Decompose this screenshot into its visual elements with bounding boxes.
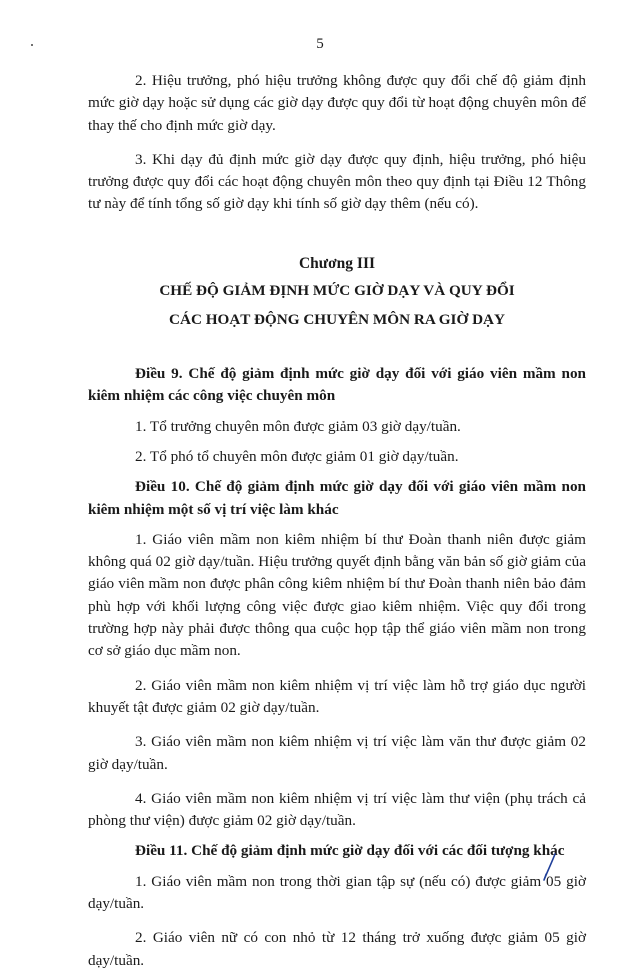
- article-10-item: 4. Giáo viên mầm non kiêm nhiệm vị trí việc làm thư viện (phụ trách cả phòng thư viện) được giảm 02 giờ dạy/tuần.: [88, 789, 586, 830]
- chapter-label: Chương III: [298, 254, 376, 272]
- document-body: [88, 70, 586, 972]
- article-9-item: 1. Tổ trưởng chuyên môn được giảm 03 giờ dạy/tuần.: [135, 417, 461, 435]
- article-10-item: 2. Giáo viên mầm non kiêm nhiệm vị trí việc làm hỗ trợ giáo dục người khuyết tật được giảm 02 giờ dạy/tuần.: [88, 676, 586, 716]
- article-10-item: 3. Giáo viên mầm non kiêm nhiệm vị trí việc làm văn thư được giảm 02 giờ dạy/tuần.: [88, 733, 586, 773]
- article-10-heading: Điều 10. Chế độ giảm định mức giờ dạy đối với giáo viên mầm non kiêm nhiệm một số vị trí việc làm khác: [88, 478, 586, 518]
- article-9-item: 2. Tổ phó tổ chuyên môn được giảm 01 giờ dạy/tuần.: [135, 447, 459, 465]
- pen-initial-mark: [540, 852, 560, 884]
- article-11-heading: Điều 11. Chế độ giảm định mức giờ dạy đối với các đối tượng khác: [135, 842, 565, 860]
- chapter-title-line1: CHẾ ĐỘ GIẢM ĐỊNH MỨC GIỜ DẠY VÀ QUY ĐỔI: [159, 282, 515, 300]
- chapter-title-line2: CÁC HOẠT ĐỘNG CHUYÊN MÔN RA GIỜ DẠY: [169, 311, 505, 329]
- article-9-heading: Điều 9. Chế độ giảm định mức giờ dạy đối với giáo viên mầm non kiêm nhiệm các công việc chuyên môn: [88, 365, 586, 405]
- article-11-item: 2. Giáo viên nữ có con nhỏ từ 12 tháng trở xuống được giảm 05 giờ dạy/tuần.: [88, 929, 586, 969]
- intro-paragraph: 2. Hiệu trưởng, phó hiệu trưởng không được quy đổi chế độ giảm định mức giờ dạy hoặc sử dụng các giờ dạy được quy đổi từ hoạt động chuyên môn để thay thế cho định mức giờ dạy.: [88, 72, 586, 134]
- intro-paragraph: 3. Khi dạy đủ định mức giờ dạy được quy định, hiệu trưởng, phó hiệu trưởng được quy đổi các hoạt động chuyên môn theo quy định tại Điều 12 Thông tư này để tính tổng số giờ dạy khi tính số giờ dạy thêm (nếu có).: [88, 150, 586, 213]
- article-11-item: 1. Giáo viên mầm non trong thời gian tập sự (nếu có) được giảm 05 giờ dạy/tuần.: [88, 872, 586, 913]
- page-number: 5: [316, 36, 324, 52]
- article-10-item: 1. Giáo viên mầm non kiêm nhiệm bí thư Đoàn thanh niên được giảm không quá 02 giờ dạy/tuần. Hiệu trưởng quyết định bằng văn bản số giờ giảm của giáo viên mầm non được phân công kiêm nhiệm bí thư Đoàn thanh niên bảo đảm phù hợp với khối lượng công việc được giao kiêm nhiệm. Việc quy đổi trong trường hợp này phải được thông qua cuộc họp tập thể giáo viên mầm non trong cơ sở giáo dục mầm non.: [88, 530, 586, 660]
